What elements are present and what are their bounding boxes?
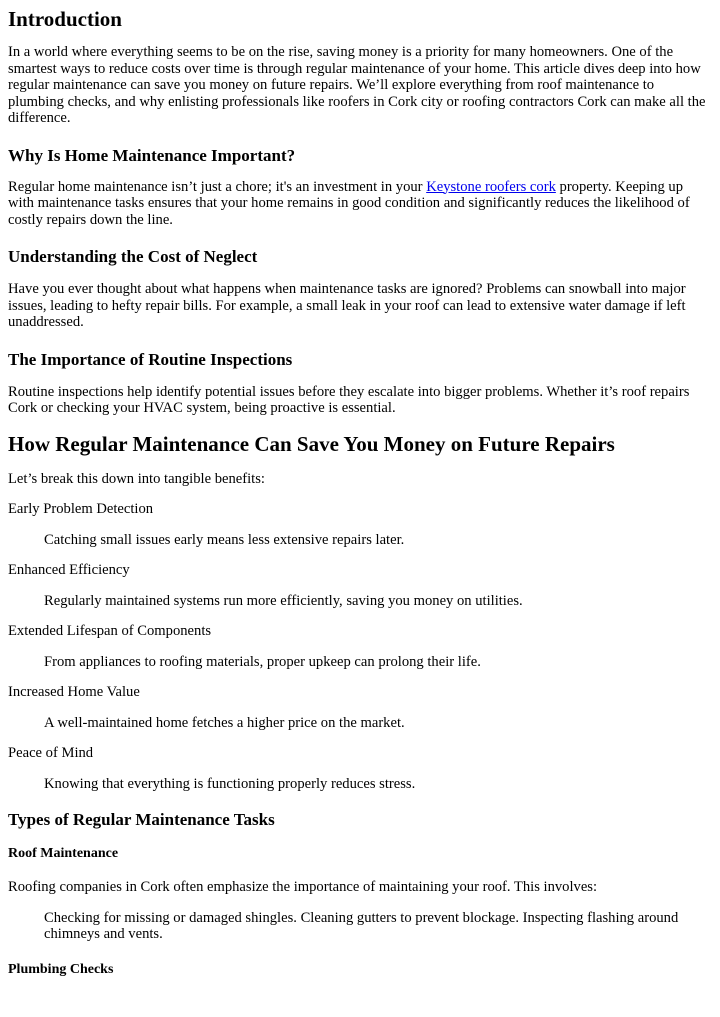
types-heading: Types of Regular Maintenance Tasks [8, 810, 275, 829]
benefit-term: Extended Lifespan of Components [8, 623, 212, 639]
neglect-paragraph: Have you ever thought about what happens when maintenance tasks are ignored? Problems can snowball into major issues, leading to hefty repair bills. For example, a small leak in your roof can lead to extensive water damage if left unaddressed. [8, 281, 686, 330]
benefit-term: Increased Home Value [8, 684, 140, 700]
intro-heading: Introduction [8, 7, 122, 31]
benefit-term: Peace of Mind [8, 745, 94, 761]
why-paragraph [8, 179, 712, 229]
benefit-description: Knowing that everything is functioning properly reduces stress. [44, 775, 416, 792]
roof-maintenance-heading: Roof Maintenance [8, 846, 119, 861]
inspections-heading: The Importance of Routine Inspections [8, 349, 293, 369]
plumbing-checks-heading: Plumbing Checks [8, 961, 114, 977]
benefit-description: From appliances to roofing materials, proper upkeep can prolong their life. [44, 653, 481, 670]
inspections-paragraph: Routine inspections help identify potential issues before they escalate into bigger problems. Whether it’s roof repairs Cork or checking your HVAC system, being proactive is essential. [8, 383, 690, 416]
benefit-description: A well-maintained home fetches a higher price on the market. [44, 714, 405, 731]
keystone-roofers-link[interactable]: Keystone roofers cork [426, 178, 556, 195]
benefit-term: Enhanced Efficiency [8, 562, 130, 578]
neglect-heading: Understanding the Cost of Neglect [8, 247, 258, 266]
why-heading: Why Is Home Maintenance Important? [8, 145, 296, 165]
benefit-term: Early Problem Detection [8, 501, 154, 517]
benefits-list [8, 501, 712, 792]
benefit-description: Catching small issues early means less extensive repairs later. [44, 531, 405, 548]
how-heading: How Regular Maintenance Can Save You Money on Future Repairs [8, 431, 615, 456]
why-text-after: property. Keeping up with maintenance tasks ensures that your home remains in good condition and significantly reduces the likelihood of costly repairs down the line. [8, 178, 690, 228]
roof-maintenance-tasks: Checking for missing or damaged shingles. Cleaning gutters to prevent blockage. Inspecting flashing around chimneys and vents. [44, 909, 679, 942]
how-intro: Let’s break this down into tangible benefits: [8, 470, 265, 487]
benefit-description: Regularly maintained systems run more efficiently, saving you money on utilities. [44, 592, 523, 609]
intro-paragraph: In a world where everything seems to be on the rise, saving money is a priority for many homeowners. One of the smartest ways to reduce costs over time is through regular maintenance of your home. This article dives deep into how regular maintenance can save you money on future repairs. We’ll explore everything from roof maintenance to plumbing checks, and why enlisting professionals like roofers in Cork city or roofing contractors Cork can make all the difference. [8, 44, 706, 126]
why-text-before: Regular home maintenance isn’t just a chore; it's an investment in your [8, 178, 427, 195]
roof-maintenance-paragraph: Roofing companies in Cork often emphasize the importance of maintaining your roof. This involves: [8, 879, 598, 895]
